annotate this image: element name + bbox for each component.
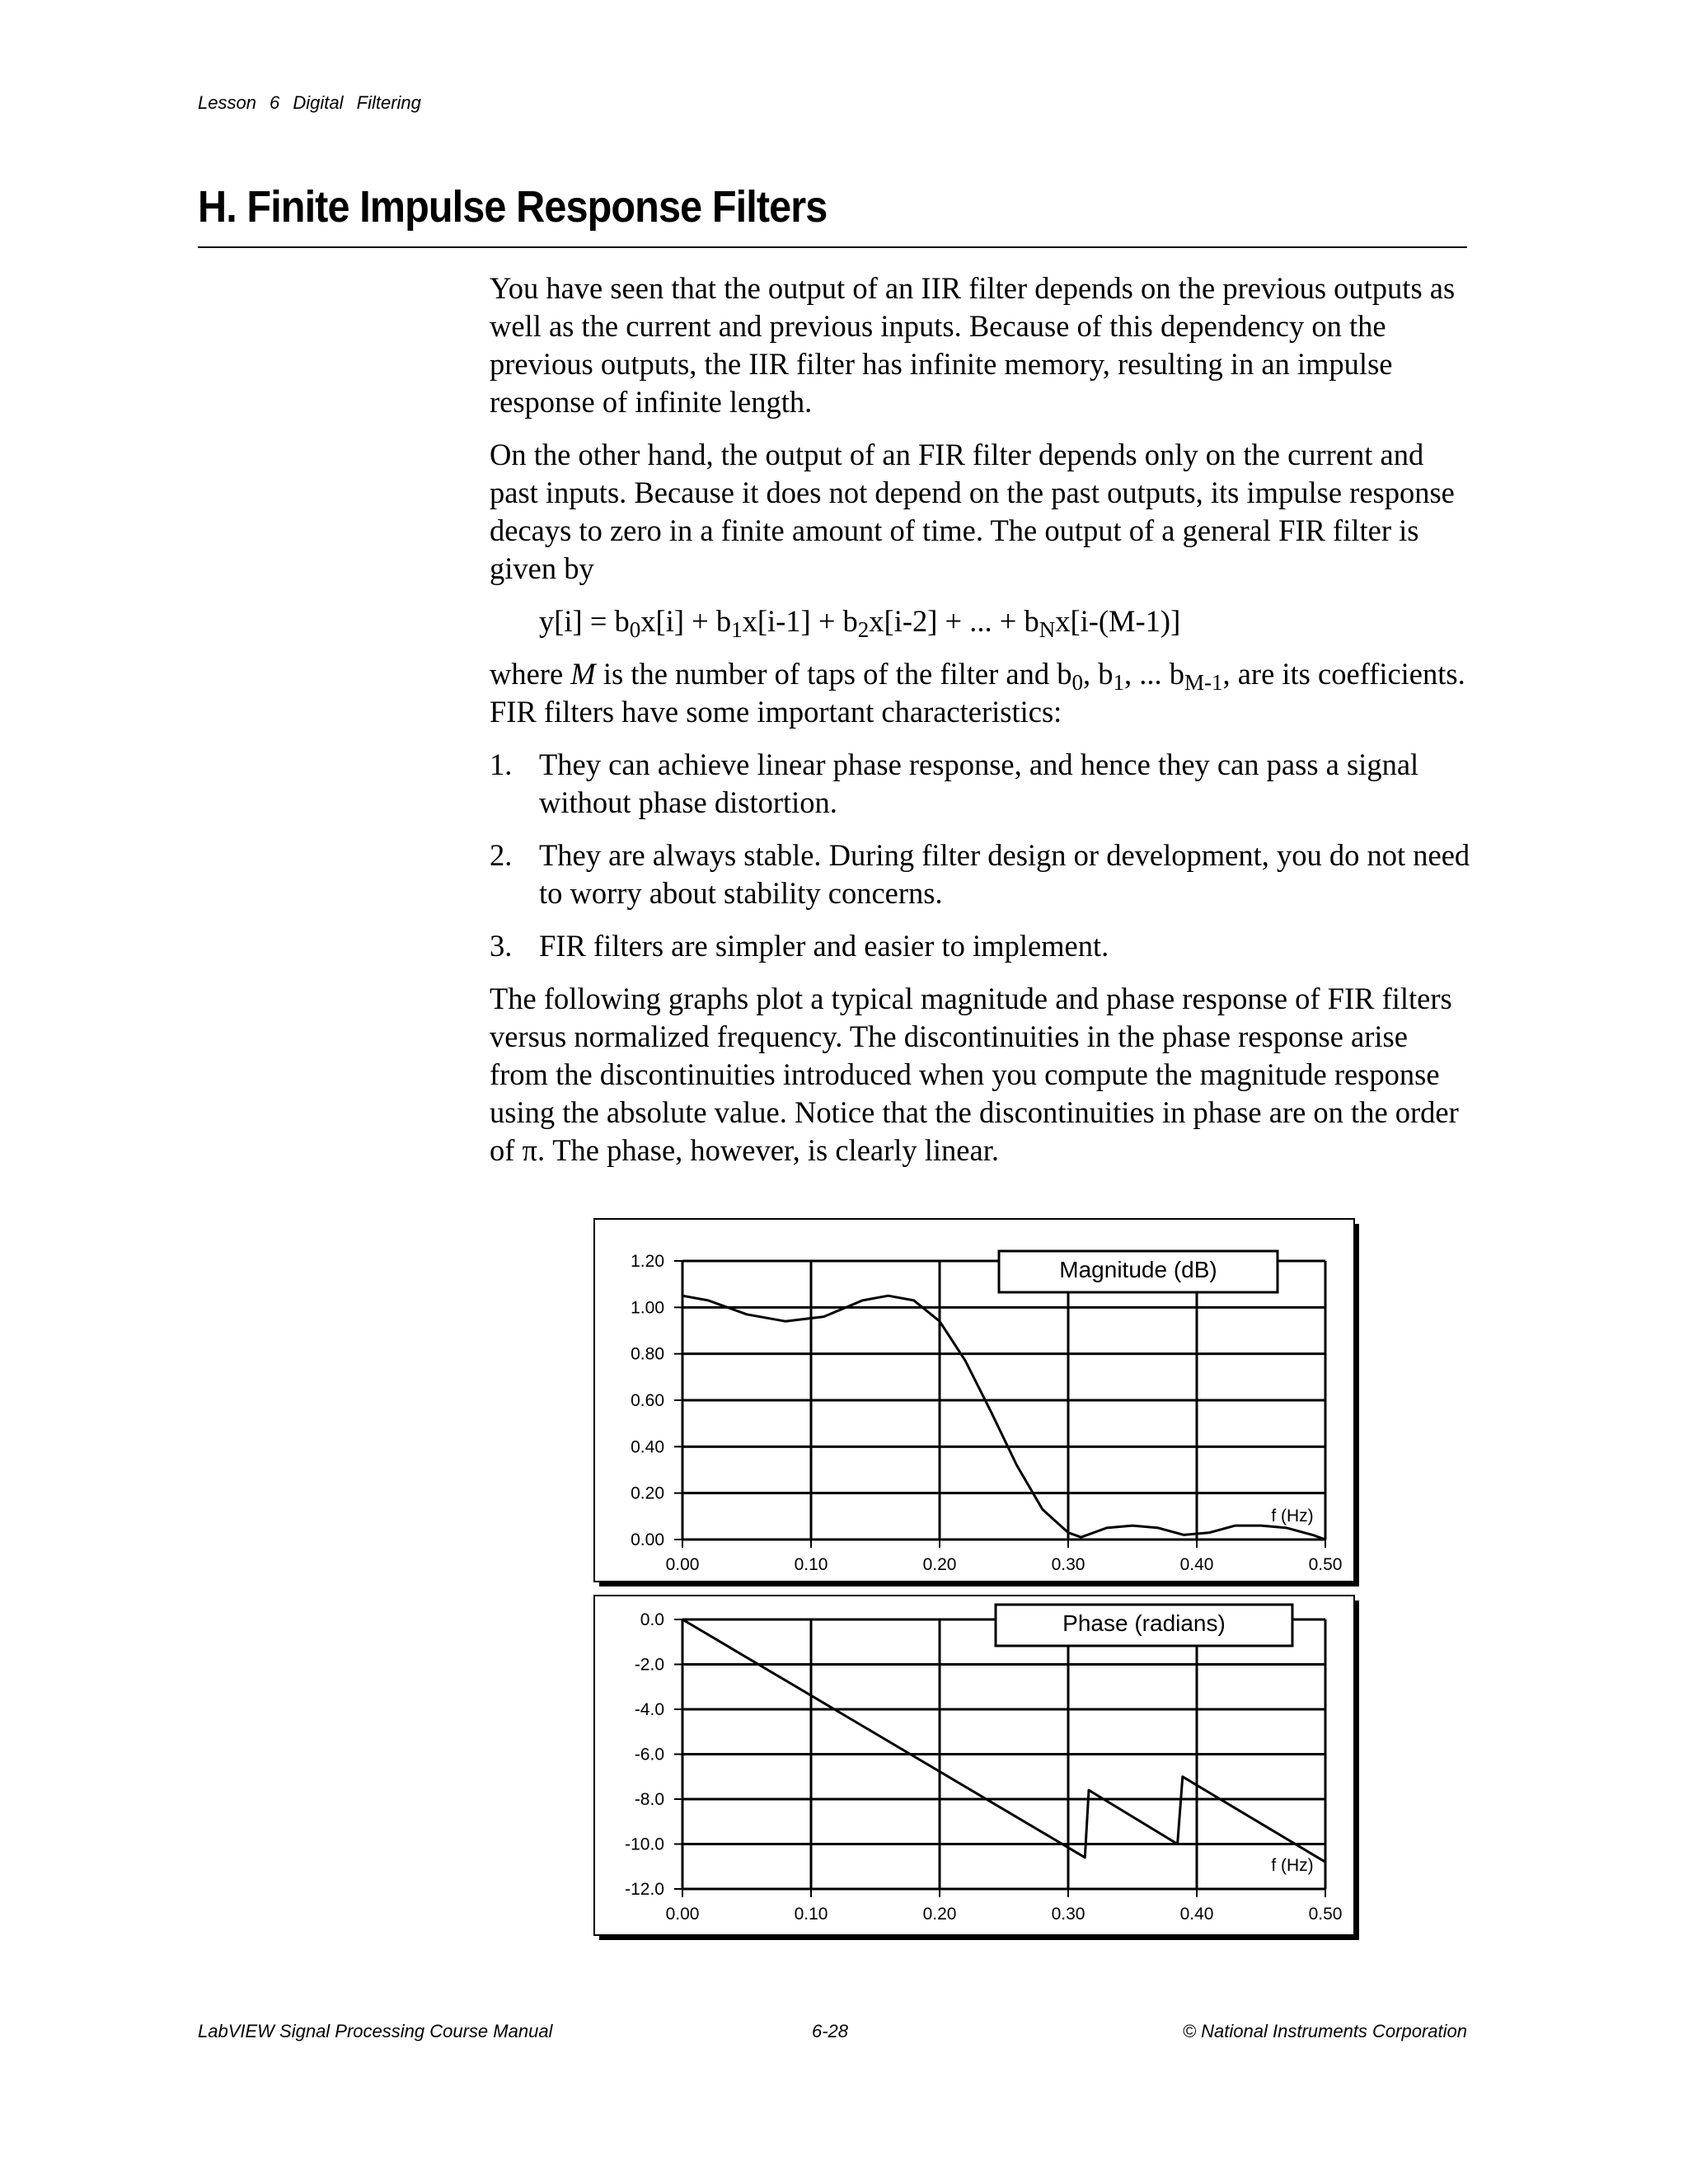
y-tick-label: 0.0 xyxy=(640,1610,664,1629)
y-tick-label: 0.20 xyxy=(631,1483,664,1503)
list-item: 1. They can achieve linear phase response, and hence they can pass a signal without phase distortion. xyxy=(490,748,1419,819)
y-tick-label: -12.0 xyxy=(625,1880,664,1899)
y-tick-label: 0.60 xyxy=(631,1391,664,1410)
x-tick-label: 0.20 xyxy=(922,1555,957,1574)
magnitude-chart xyxy=(593,1218,1360,1587)
x-tick-label: 0.30 xyxy=(1051,1555,1085,1574)
y-tick-label: -4.0 xyxy=(634,1700,664,1719)
x-tick-label: 0.30 xyxy=(1051,1905,1085,1924)
footer-right: © National Instruments Corporation xyxy=(1182,2021,1467,2041)
fir-equation: $y[i] = b_0x[i] + b_1x[i-1] + b_2x[i-2]$ + ... + $b_Nx[i-(M-1)]$ xyxy=(539,604,1181,642)
x-tick-label: 0.40 xyxy=(1179,1905,1214,1924)
y-tick-label: 1.00 xyxy=(631,1298,664,1318)
x-tick-label: 0.10 xyxy=(794,1905,828,1924)
x-tick-label: 0.50 xyxy=(1308,1905,1343,1924)
response-charts xyxy=(593,1218,1360,1941)
running-head: Lesson 6 Digital Filtering xyxy=(198,92,421,113)
title-rule xyxy=(198,246,1467,248)
y-tick-label: 0.00 xyxy=(631,1530,664,1549)
paragraph-where: where M is the number of taps of the filter and $b_0$, $b_1$, ... $b_{M-1}$, are its coefficients. FIR filters have some important characteristics: xyxy=(490,657,1465,729)
paragraph-2: On the other hand, the output of an FIR filter depends only on the current and past inputs. Because it does not depend on the past outputs, its impulse response decays to zero in a finite amount of time. The output of a general FIR filter is given by xyxy=(490,438,1455,585)
list-item: 3. FIR filters are simpler and easier to implement. xyxy=(490,929,1109,963)
y-tick-label: -6.0 xyxy=(634,1745,664,1765)
x-tick-label: 0.00 xyxy=(665,1555,700,1574)
characteristics-list xyxy=(490,746,1470,965)
x-tick-label: 0.10 xyxy=(794,1555,828,1574)
x-axis-label: f (Hz) xyxy=(1271,1507,1314,1526)
x-tick-label: 0.00 xyxy=(665,1905,700,1924)
y-tick-label: 1.20 xyxy=(631,1252,664,1271)
x-tick-label: 0.20 xyxy=(922,1905,957,1924)
list-item: 2. They are always stable. During filter design or development, you do not need to worry about stability concerns. xyxy=(490,838,1470,910)
paragraph-1: You have seen that the output of an IIR filter depends on the previous outputs as well as the current and previous inputs. Because of this dependency on the previous outputs, the IIR filter has infinite memory, resulting in an impulse response of infinite length. xyxy=(490,271,1456,419)
body-text xyxy=(490,269,1470,1184)
phase-chart xyxy=(593,1595,1360,1941)
y-tick-label: -2.0 xyxy=(634,1655,664,1675)
chart-title: Magnitude (dB) xyxy=(1059,1257,1217,1282)
y-tick-label: 0.80 xyxy=(631,1344,664,1364)
y-tick-label: -10.0 xyxy=(625,1835,664,1854)
y-tick-label: -8.0 xyxy=(634,1790,664,1809)
x-axis-label: f (Hz) xyxy=(1271,1856,1314,1875)
footer-left: LabVIEW Signal Processing Course Manual xyxy=(198,2021,553,2041)
footer-page-number: 6-28 xyxy=(812,2021,849,2041)
x-tick-label: 0.40 xyxy=(1179,1555,1214,1574)
section-title: H. Finite Impulse Response Filters xyxy=(198,182,828,232)
paragraph-graphs: The following graphs plot a typical magnitude and phase response of FIR filters versus normalized frequency. The discontinuities in the phase response arise from the discontinuities introduced when you compute the magnitude response using the absolute value. Notice that the discontinuities in phase are on the order of π. The phase, however, is clearly linear. xyxy=(490,982,1459,1167)
x-tick-label: 0.50 xyxy=(1308,1555,1343,1574)
chart-title: Phase (radians) xyxy=(1062,1610,1226,1636)
y-tick-label: 0.40 xyxy=(631,1437,664,1457)
